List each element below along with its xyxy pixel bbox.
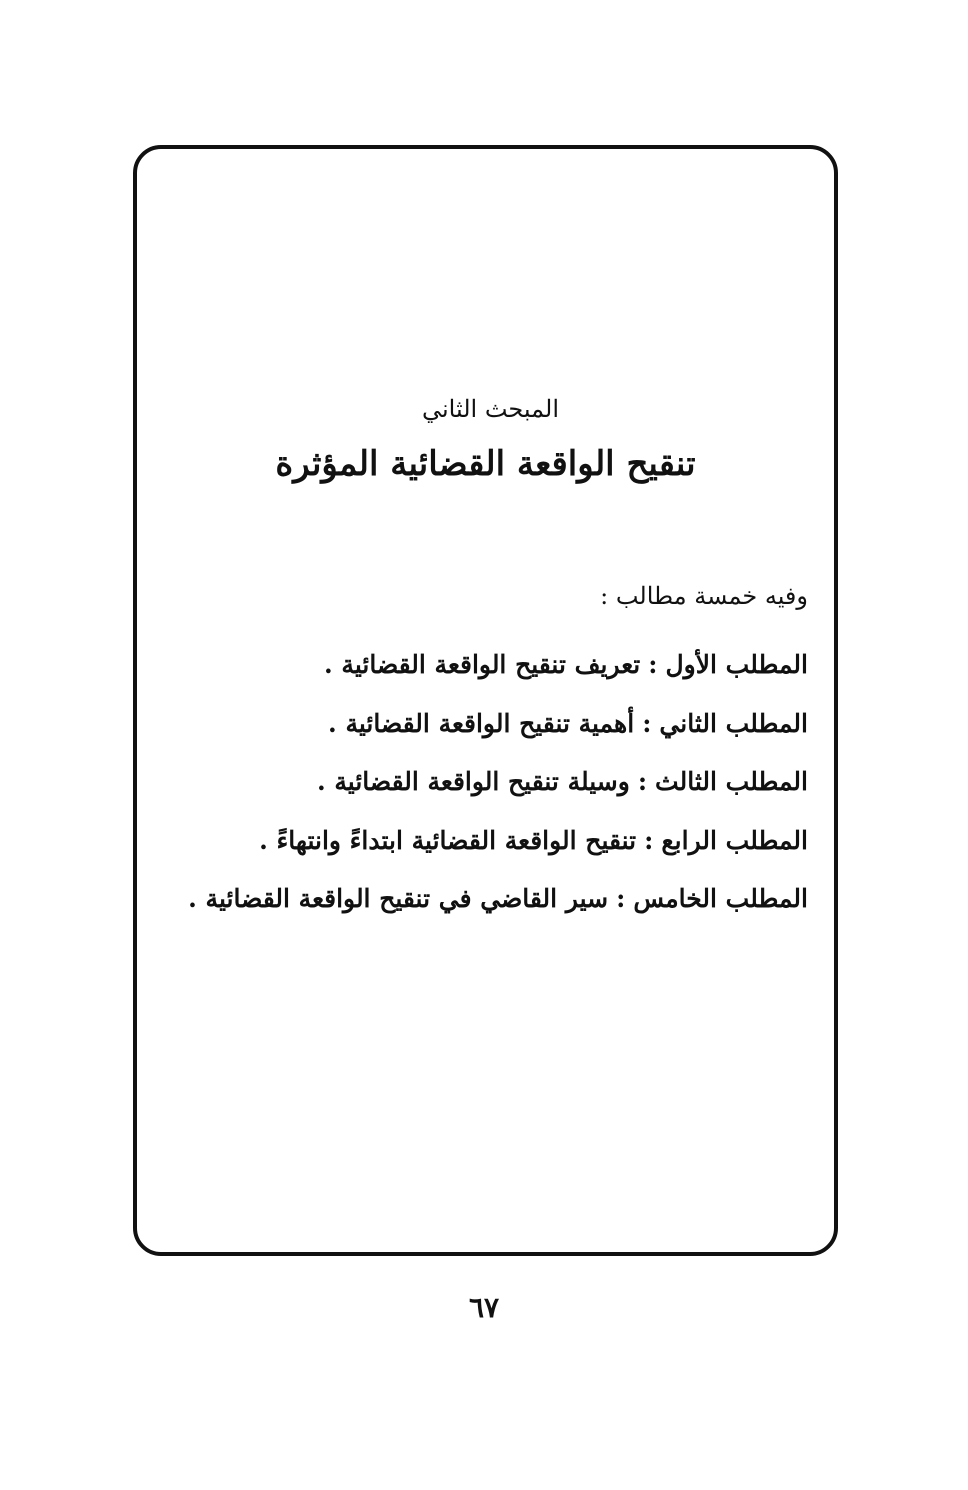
requirement-name: المطلب الثالث <box>655 767 808 797</box>
requirement-item-4 <box>188 816 808 875</box>
requirement-name: المطلب الأول <box>665 650 808 679</box>
requirement-item-3 <box>188 757 808 816</box>
requirement-name: المطلب الخامس <box>633 884 808 914</box>
requirement-name: المطلب الثاني <box>659 708 808 738</box>
requirement-text: سير القاضي في تنقيح الواقعة القضائية . <box>188 884 609 914</box>
requirement-text: تنقيح الواقعة القضائية ابتداءً وانتهاءً . <box>259 825 637 855</box>
requirement-item-5 <box>188 874 808 933</box>
requirement-colon: : <box>642 708 652 738</box>
requirements-list <box>188 640 808 933</box>
requirement-colon: : <box>616 884 626 914</box>
section-label: المبحث الثاني <box>421 395 559 423</box>
requirement-name: المطلب الرابع <box>661 825 808 855</box>
requirement-item-2 <box>188 699 808 758</box>
requirement-text: أهمية تنقيح الواقعة القضائية . <box>328 708 635 738</box>
intro-text: وفيه خمسة مطالب : <box>600 582 808 610</box>
requirement-colon: : <box>637 767 648 797</box>
requirement-colon: : <box>644 825 654 855</box>
requirement-colon: : <box>648 650 658 679</box>
page-number: ٦٧ <box>468 1291 500 1324</box>
section-title: تنقيح الواقعة القضائية المؤثرة <box>275 444 696 484</box>
requirement-text: تعريف تنقيح الواقعة القضائية . <box>324 650 641 679</box>
requirement-text: وسيلة تنقيح الواقعة القضائية . <box>316 767 630 797</box>
requirement-item-1 <box>188 640 808 699</box>
